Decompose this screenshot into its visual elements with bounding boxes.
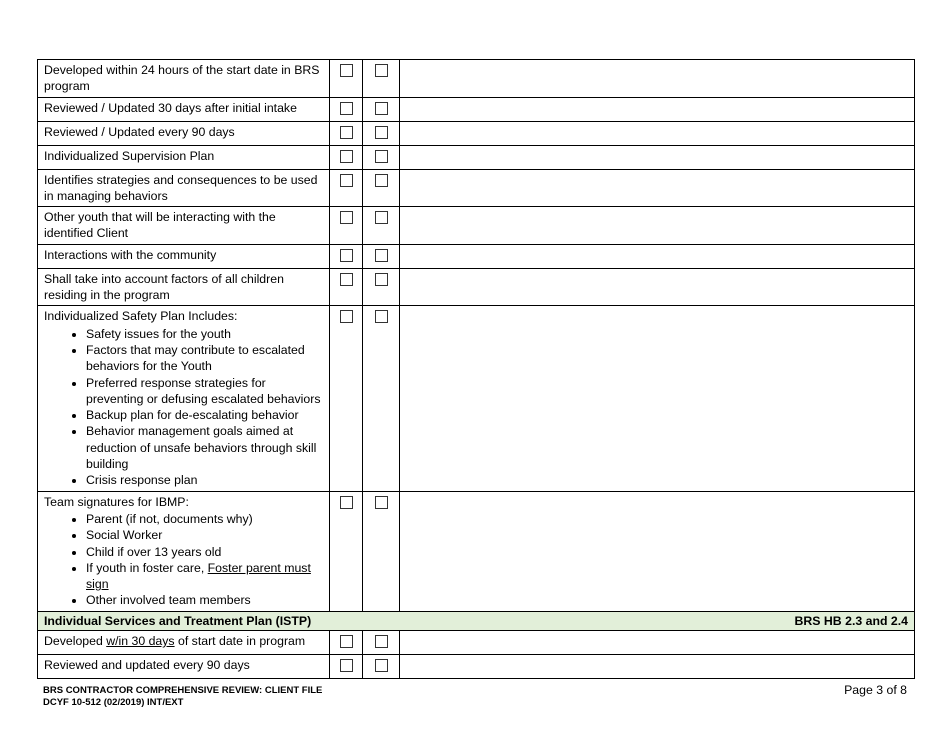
row-description: Other youth that will be interacting with the identified Client	[38, 207, 330, 245]
table-row	[38, 491, 915, 611]
comments-cell[interactable]	[400, 655, 915, 679]
section-reference: BRS HB 2.3 and 2.4	[794, 613, 908, 628]
footer-form-number: DCYF 10-512 (02/2019) INT/EXT	[43, 696, 184, 708]
safety-plan-heading: Individualized Safety Plan Includes:	[44, 309, 238, 324]
no-checkbox[interactable]	[375, 249, 388, 262]
row-text-underlined: w/in 30 days	[106, 634, 175, 649]
row-description: Reviewed / Updated every 90 days	[38, 121, 330, 145]
yes-checkbox[interactable]	[340, 496, 353, 509]
table-row	[38, 244, 915, 268]
table-row	[38, 169, 915, 207]
comments-cell[interactable]	[400, 207, 915, 245]
list-item: • Safety issues for the youth	[86, 326, 325, 342]
comments-cell[interactable]	[400, 491, 915, 611]
safety-plan-list	[44, 326, 325, 489]
list-item	[86, 560, 325, 593]
comments-cell[interactable]	[400, 244, 915, 268]
row-text-suffix: of start date in program	[174, 634, 306, 649]
table-row	[38, 306, 915, 491]
no-checkbox[interactable]	[375, 102, 388, 115]
footer-form-info	[43, 685, 322, 708]
team-signatures-list	[44, 511, 325, 609]
yes-checkbox[interactable]	[340, 211, 353, 224]
yes-checkbox[interactable]	[340, 273, 353, 286]
comments-cell[interactable]	[400, 97, 915, 121]
comments-cell[interactable]	[400, 268, 915, 306]
no-checkbox[interactable]	[375, 150, 388, 163]
row-description	[38, 631, 330, 655]
comments-cell[interactable]	[400, 145, 915, 169]
table-row	[38, 207, 915, 245]
row-description: Reviewed / Updated 30 days after initial intake	[38, 97, 330, 121]
yes-checkbox[interactable]	[340, 174, 353, 187]
comments-cell[interactable]	[400, 306, 915, 491]
no-checkbox[interactable]	[375, 496, 388, 509]
no-checkbox[interactable]	[375, 211, 388, 224]
comments-cell[interactable]	[400, 60, 915, 98]
section-header-row	[38, 611, 915, 630]
table-row	[38, 97, 915, 121]
page-number: Page 3 of 8	[844, 683, 907, 697]
team-signatures-heading: Team signatures for IBMP:	[44, 494, 189, 509]
review-checklist-table	[37, 59, 915, 679]
yes-checkbox[interactable]	[340, 102, 353, 115]
row-description: Reviewed and updated every 90 days	[38, 655, 330, 679]
row-description: Developed within 24 hours of the start date in BRS program	[38, 60, 330, 98]
yes-checkbox[interactable]	[340, 659, 353, 672]
row-description: Shall take into account factors of all children residing in the program	[38, 268, 330, 306]
no-checkbox[interactable]	[375, 659, 388, 672]
comments-cell[interactable]	[400, 121, 915, 145]
yes-checkbox[interactable]	[340, 249, 353, 262]
list-item: • Crisis response plan	[86, 472, 325, 488]
safety-plan-cell	[38, 306, 330, 491]
list-item: • Parent (if not, documents why)	[86, 511, 325, 527]
list-item: • Backup plan for de-escalating behavior	[86, 407, 325, 423]
yes-checkbox[interactable]	[340, 64, 353, 77]
table-row	[38, 655, 915, 679]
row-description: Individualized Supervision Plan	[38, 145, 330, 169]
table-row	[38, 60, 915, 98]
foster-prefix: If youth in foster care,	[86, 560, 208, 575]
no-checkbox[interactable]	[375, 126, 388, 139]
list-item: • Factors that may contribute to escalated behaviors for the Youth	[86, 342, 325, 375]
list-item: • Child if over 13 years old	[86, 544, 325, 560]
list-item: • Other involved team members	[86, 592, 325, 608]
section-title: Individual Services and Treatment Plan (ISTP)	[44, 613, 312, 628]
foster-parent-must-sign: Foster parent must sign	[86, 560, 311, 592]
row-description: Identifies strategies and consequences to be used in managing behaviors	[38, 169, 330, 207]
table-row	[38, 121, 915, 145]
list-item: • Social Worker	[86, 527, 325, 543]
no-checkbox[interactable]	[375, 635, 388, 648]
yes-checkbox[interactable]	[340, 310, 353, 323]
comments-cell[interactable]	[400, 631, 915, 655]
footer-title: BRS CONTRACTOR COMPREHENSIVE REVIEW: CLIENT FILE	[43, 685, 323, 696]
row-description: Interactions with the community	[38, 244, 330, 268]
yes-checkbox[interactable]	[340, 150, 353, 163]
no-checkbox[interactable]	[375, 310, 388, 323]
no-checkbox[interactable]	[375, 273, 388, 286]
table-row	[38, 631, 915, 655]
yes-checkbox[interactable]	[340, 126, 353, 139]
table-row	[38, 145, 915, 169]
section-header	[38, 611, 915, 630]
table-row	[38, 268, 915, 306]
row-text-prefix: Developed	[44, 634, 107, 649]
list-item: • Behavior management goals aimed at reduction of unsafe behaviors through skill building	[86, 423, 325, 472]
team-signatures-cell	[38, 491, 330, 611]
comments-cell[interactable]	[400, 169, 915, 207]
no-checkbox[interactable]	[375, 64, 388, 77]
no-checkbox[interactable]	[375, 174, 388, 187]
yes-checkbox[interactable]	[340, 635, 353, 648]
list-item: • Preferred response strategies for preventing or defusing escalated behaviors	[86, 375, 325, 408]
